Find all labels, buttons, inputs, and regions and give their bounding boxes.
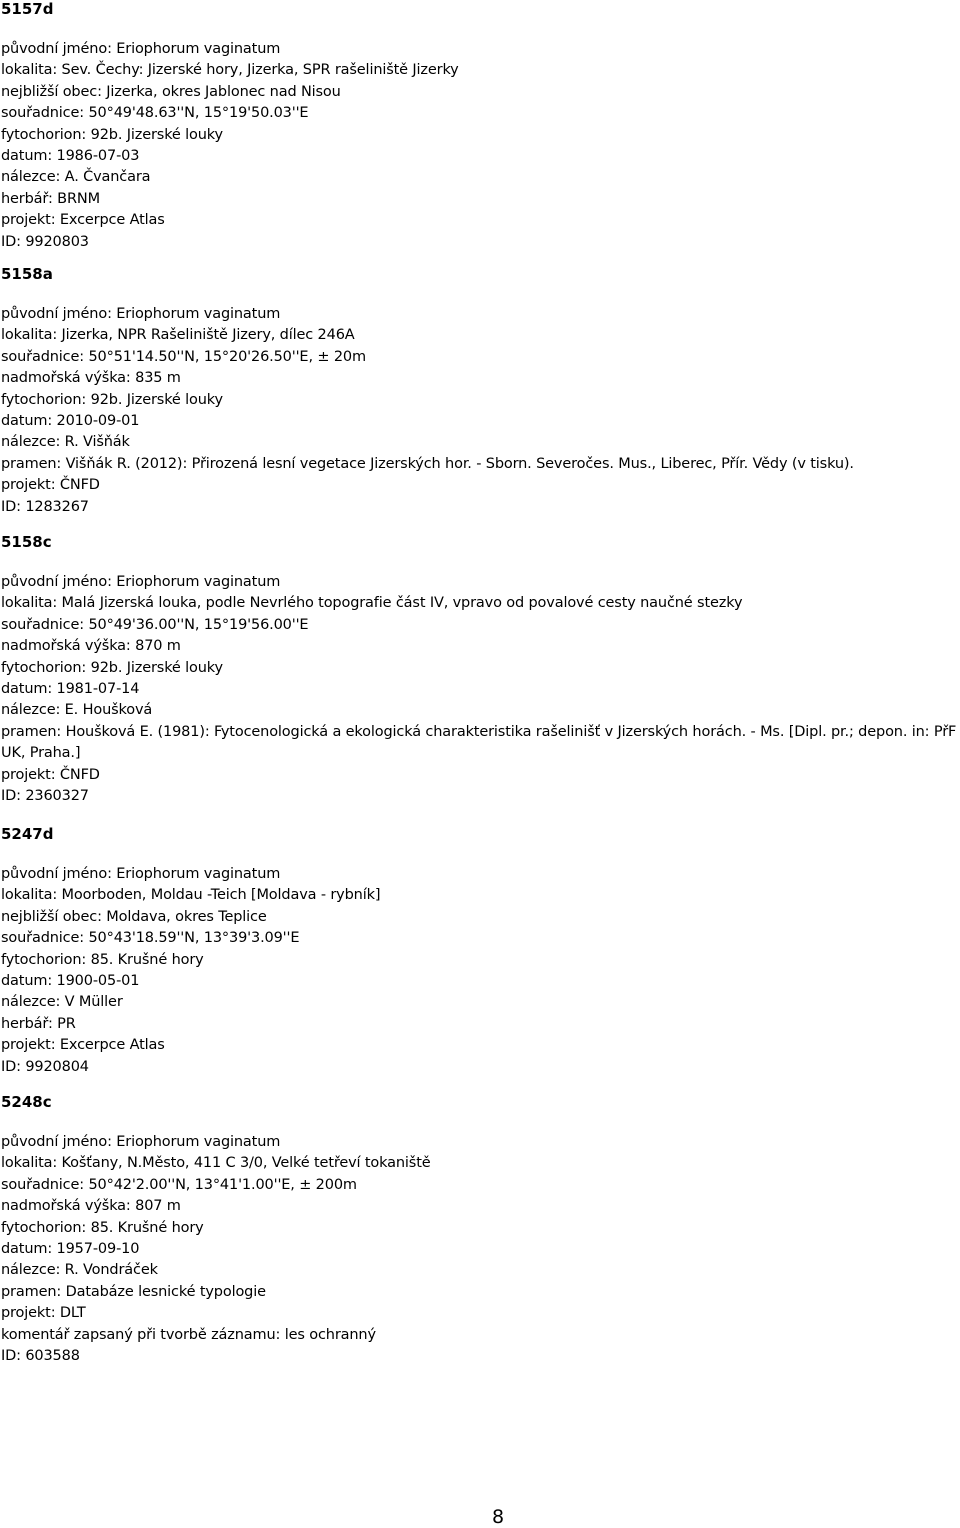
record-heading: 5247d	[1, 825, 54, 843]
field-herbarium: herbář: PR	[1, 1015, 76, 1032]
field-source: pramen: Houšková E. (1981): Fytocenologická a ekologická charakteristika rašelinišť v Jizerských horách. - Ms. [Dipl. pr.; depon. in: PřF UK, Praha.]	[1, 723, 957, 762]
field-id: ID: 603588	[1, 1348, 80, 1365]
field-finder: nálezce: E. Houšková	[1, 702, 153, 719]
record-fields	[1, 304, 959, 518]
field-id: ID: 9920803	[1, 233, 89, 250]
field-coordinates: souřadnice: 50°42'2.00''N, 13°41'1.00''E, ± 200m	[1, 1176, 357, 1193]
record-fields	[1, 39, 959, 253]
field-coordinates: souřadnice: 50°43'18.59''N, 13°39'3.09''E	[1, 930, 300, 947]
field-nearest-village: nejbližší obec: Jizerka, okres Jablonec nad Nisou	[1, 83, 341, 100]
field-original-name: původní jméno: Eriophorum vaginatum	[1, 41, 281, 57]
record-5158a	[1, 265, 959, 518]
record-heading: 5158c	[1, 533, 52, 551]
field-locality: lokalita: Jizerka, NPR Rašeliniště Jizery, dílec 246A	[1, 327, 355, 344]
field-locality: lokalita: Sev. Čechy: Jizerské hory, Jizerka, SPR rašeliniště Jizerky	[1, 62, 459, 79]
field-original-name: původní jméno: Eriophorum vaginatum	[1, 574, 281, 590]
field-finder: nálezce: A. Čvančara	[1, 169, 151, 186]
field-finder: nálezce: V Müller	[1, 994, 123, 1011]
field-finder: nálezce: R. Vondráček	[1, 1262, 158, 1279]
record-heading: 5248c	[1, 1093, 52, 1111]
record-fields	[1, 864, 959, 1078]
field-locality: lokalita: Moorboden, Moldau -Teich [Moldava - rybník]	[1, 887, 381, 904]
field-locality: lokalita: Košťany, N.Město, 411 C 3/0, Velké tetřeví tokaniště	[1, 1155, 431, 1172]
record-fields	[1, 572, 959, 807]
field-date: datum: 1986-07-03	[1, 148, 140, 165]
field-locality: lokalita: Malá Jizerská louka, podle Nevrlého topografie část IV, vpravo od povalové cesty naučné stezky	[1, 595, 743, 612]
field-phytochorion: fytochorion: 92b. Jizerské louky	[1, 391, 223, 408]
field-finder: nálezce: R. Višňák	[1, 434, 130, 451]
field-phytochorion: fytochorion: 85. Krušné hory	[1, 951, 204, 968]
field-altitude: nadmořská výška: 870 m	[1, 638, 181, 655]
field-coordinates: souřadnice: 50°49'36.00''N, 15°19'56.00''E	[1, 616, 309, 633]
field-date: datum: 2010-09-01	[1, 413, 140, 430]
field-id: ID: 2360327	[1, 788, 89, 805]
record-5248c	[1, 1093, 959, 1367]
field-source: pramen: Databáze lesnické typologie	[1, 1283, 266, 1300]
field-altitude: nadmořská výška: 835 m	[1, 370, 181, 387]
field-date: datum: 1957-09-10	[1, 1241, 140, 1258]
field-original-name: původní jméno: Eriophorum vaginatum	[1, 306, 281, 322]
field-project: projekt: ČNFD	[1, 477, 100, 494]
field-id: ID: 9920804	[1, 1058, 89, 1075]
field-phytochorion: fytochorion: 85. Krušné hory	[1, 1219, 204, 1236]
field-altitude: nadmořská výška: 807 m	[1, 1198, 181, 1215]
field-project: projekt: Excerpce Atlas	[1, 212, 165, 229]
field-project: projekt: ČNFD	[1, 766, 100, 783]
field-herbarium: herbář: BRNM	[1, 190, 100, 207]
field-coordinates: souřadnice: 50°51'14.50''N, 15°20'26.50''E, ± 20m	[1, 348, 366, 365]
field-coordinates: souřadnice: 50°49'48.63''N, 15°19'50.03''E	[1, 105, 309, 122]
record-heading: 5157d	[1, 0, 54, 18]
record-fields	[1, 1132, 959, 1367]
field-nearest-village: nejbližší obec: Moldava, okres Teplice	[1, 908, 267, 925]
field-original-name: původní jméno: Eriophorum vaginatum	[1, 866, 281, 882]
record-5157d	[1, 0, 959, 253]
field-project: projekt: Excerpce Atlas	[1, 1037, 165, 1054]
field-phytochorion: fytochorion: 92b. Jizerské louky	[1, 126, 223, 143]
field-original-name: původní jméno: Eriophorum vaginatum	[1, 1134, 281, 1150]
field-date: datum: 1981-07-14	[1, 681, 140, 698]
page-number: 8	[491, 1506, 505, 1528]
field-source: pramen: Višňák R. (2012): Přirozená lesní vegetace Jizerských hor. - Sborn. Severočes. Mus., Liberec, Přír. Vědy (v tisku).	[1, 455, 854, 472]
record-5158c	[1, 533, 959, 807]
field-id: ID: 1283267	[1, 498, 89, 515]
field-phytochorion: fytochorion: 92b. Jizerské louky	[1, 659, 223, 676]
field-date: datum: 1900-05-01	[1, 973, 140, 990]
field-comment: komentář zapsaný při tvorbě záznamu: les ochranný	[1, 1326, 376, 1343]
record-heading: 5158a	[1, 265, 53, 283]
field-project: projekt: DLT	[1, 1305, 86, 1322]
record-5247d	[1, 825, 959, 1078]
